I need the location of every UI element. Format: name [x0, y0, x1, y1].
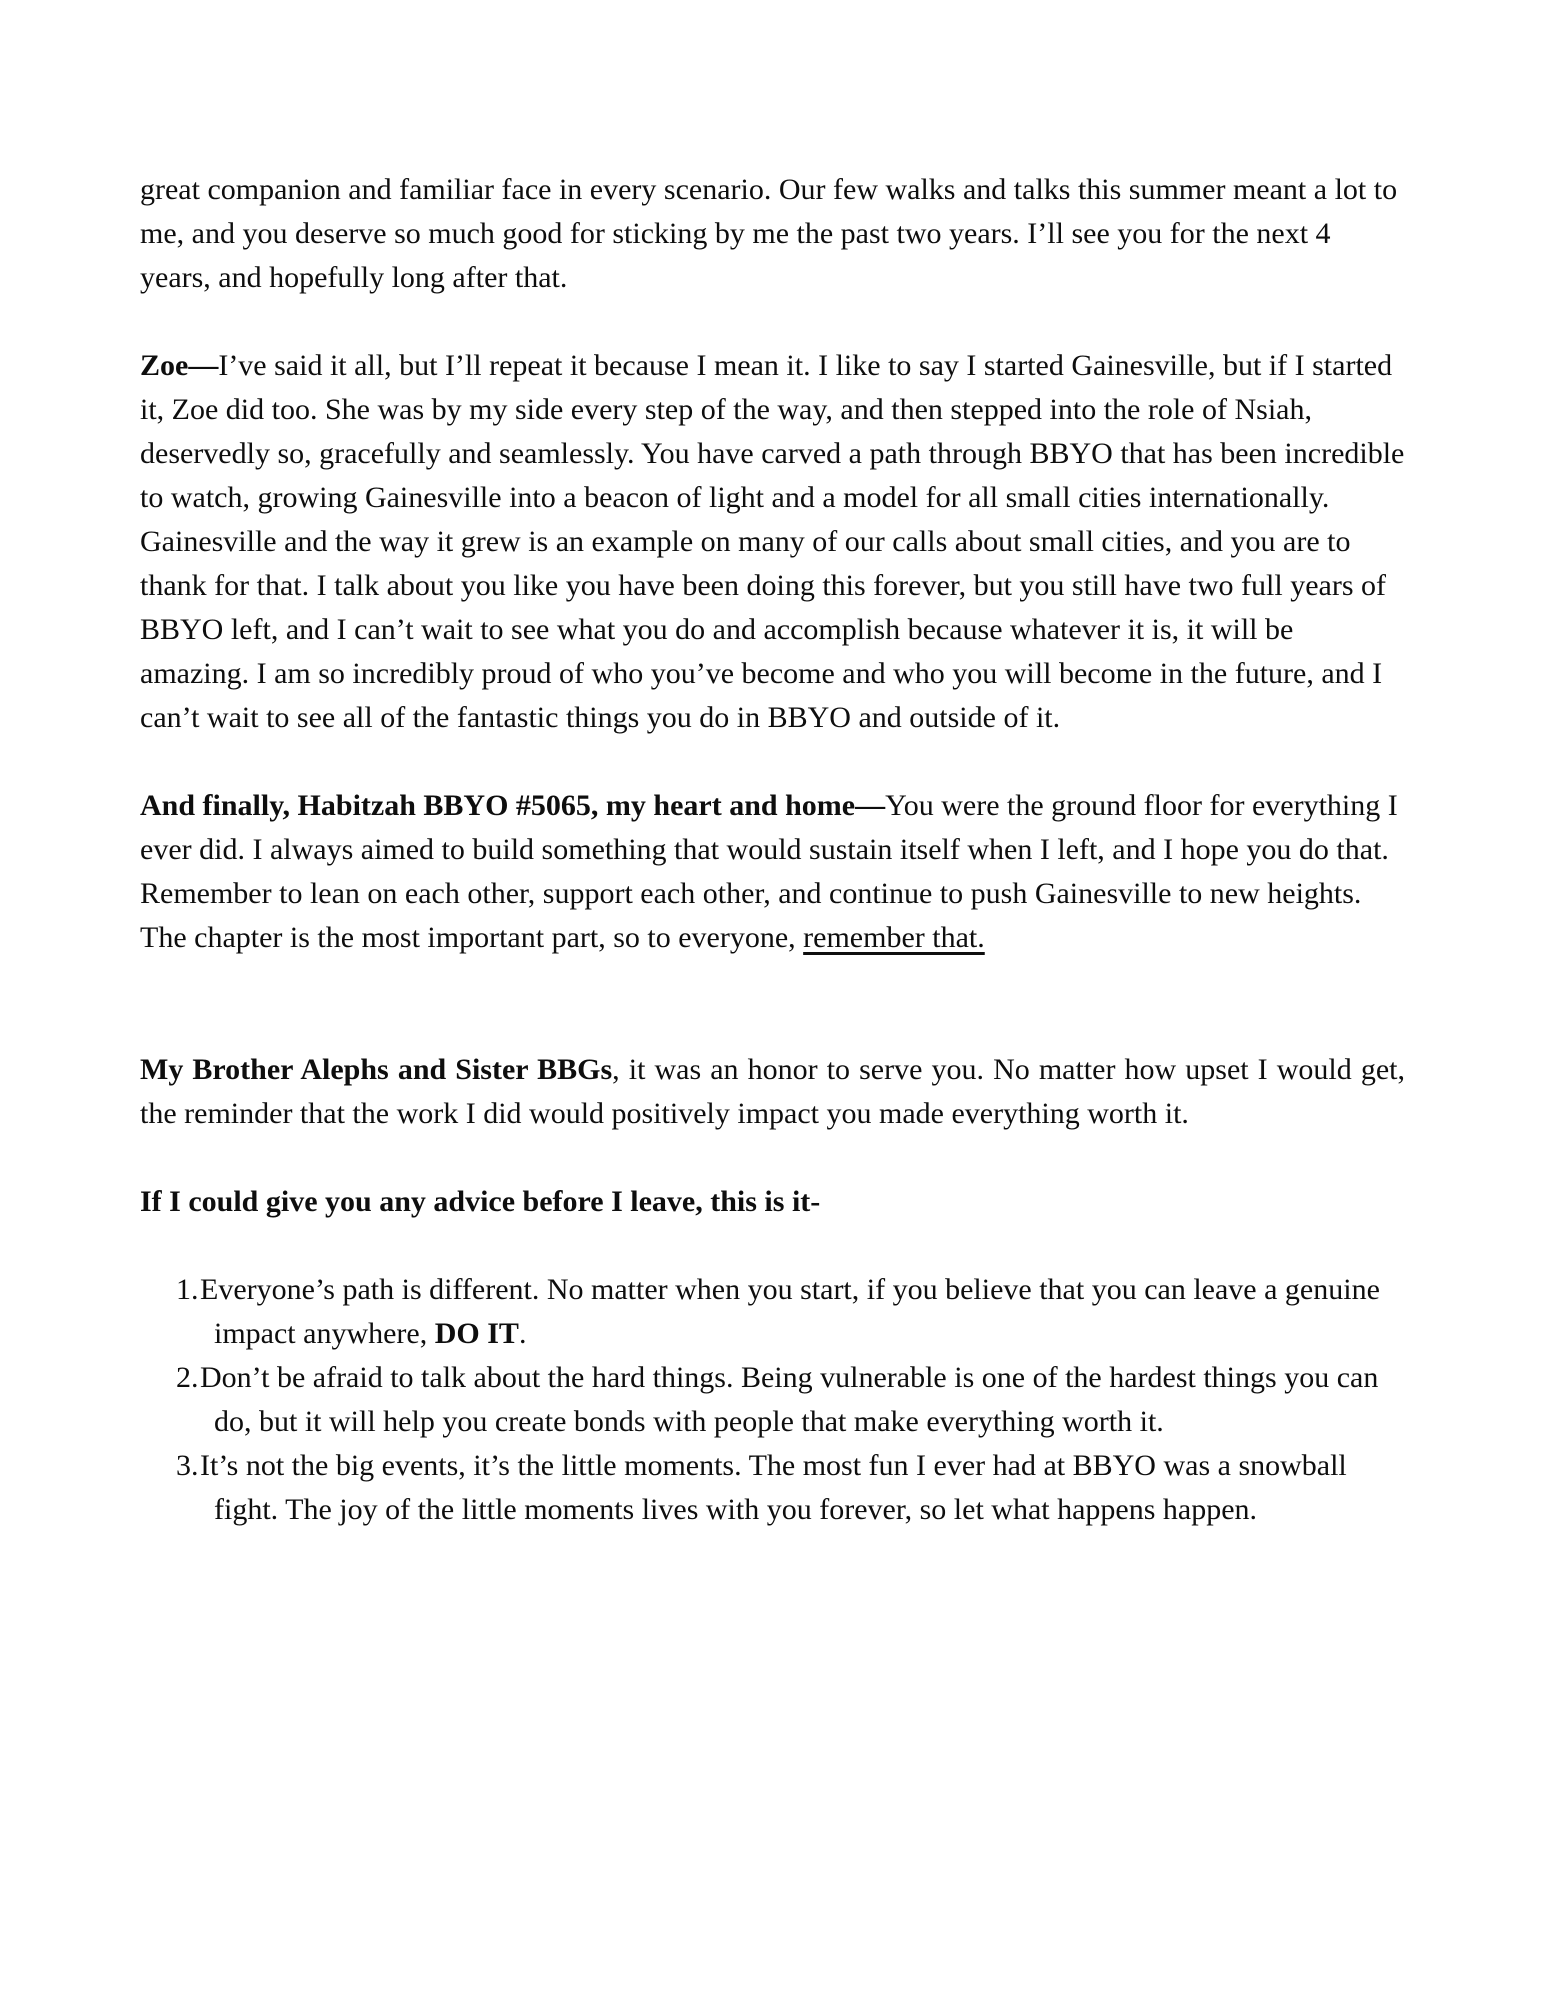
paragraph-habitzah-body: You were the ground floor for everything I ever did. I always aimed to build something that would sustain itself when I left, and I hope you do that. Remember to lean on each other, support each other, and continue to push Gainesville to new heights. The chapter is the most important part, so to everyone, [140, 789, 1398, 954]
advice-heading-text: If I could give you any advice before I leave, this is it- [140, 1185, 821, 1218]
advice-list [140, 1268, 1405, 1532]
advice-heading [140, 1180, 1405, 1224]
paragraph-habitzah [140, 784, 1405, 960]
advice-item-1 [140, 1268, 1405, 1356]
advice-item-2 [140, 1356, 1405, 1444]
paragraph-alephs-body: , it was an honor to serve you. No matter how upset I would get, the reminder that the work I did would positively impact you made everything worth it. [140, 1053, 1405, 1130]
advice-item-2-marker: 2. [176, 1361, 199, 1394]
paragraph-habitzah-lead: And finally, Habitzah BBYO #5065, my heart and home— [140, 789, 886, 822]
paragraph-alephs-lead: My Brother Alephs and Sister BBGs [140, 1053, 613, 1086]
advice-item-3-text: It’s not the big events, it’s the little moments. The most fun I ever had at BBYO was a snowball fight. The joy of the little moments lives with you forever, so let what happens happen. [200, 1449, 1347, 1526]
paragraph-zoe-lead: Zoe— [140, 349, 219, 382]
advice-item-2-text: Don’t be afraid to talk about the hard things. Being vulnerable is one of the hardest things you can do, but it will help you create bonds with people that make everything worth it. [200, 1361, 1379, 1438]
paragraph-zoe-body: I’ve said it all, but I’ll repeat it because I mean it. I like to say I started Gainesville, but if I started it, Zoe did too. She was by my side every step of the way, and then stepped into the role of Nsiah, deservedly so, gracefully and seamlessly. You have carved a path through BBYO that has been incredible to watch, growing Gainesville into a beacon of light and a model for all small cities internationally. Gainesville and the way it grew is an example on many of our calls about small cities, and you are to thank for that. I talk about you like you have been doing this forever, but you still have two full years of BBYO left, and I can’t wait to see what you do and accomplish because whatever it is, it will be amazing. I am so incredibly proud of who you’ve become and who you will become in the future, and I can’t wait to see all of the fantastic things you do in BBYO and outside of it. [140, 349, 1405, 734]
paragraph-alephs [140, 1048, 1405, 1136]
paragraph-intro-text: great companion and familiar face in every scenario. Our few walks and talks this summer meant a lot to me, and you deserve so much good for sticking by me the past two years. I’ll see you for the next 4 years, and hopefully long after that. [140, 173, 1398, 294]
underlined-remember-that: remember that. [803, 921, 985, 954]
advice-item-1-pre: Everyone’s path is different. No matter when you start, if you believe that you can leave a genuine impact anywhere, [200, 1273, 1380, 1350]
advice-item-1-bold: DO IT [434, 1317, 519, 1350]
advice-item-1-post: . [518, 1317, 527, 1350]
paragraph-zoe [140, 344, 1405, 740]
advice-item-3-marker: 3. [176, 1449, 199, 1482]
advice-item-3 [140, 1444, 1405, 1532]
advice-item-1-marker: 1. [176, 1273, 199, 1306]
paragraph-intro [140, 168, 1405, 300]
